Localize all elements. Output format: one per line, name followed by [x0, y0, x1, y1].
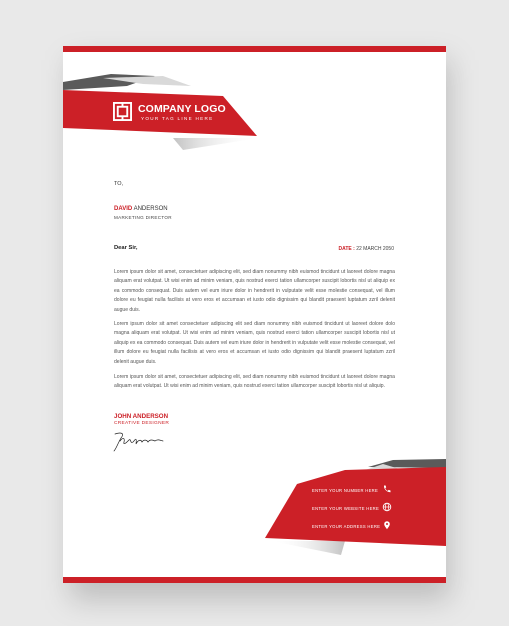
to-label: TO,	[114, 181, 124, 187]
signer-title: CREATIVE DESIGNER	[114, 421, 170, 426]
recipient-name	[114, 206, 168, 212]
salutation: Dear Sir,	[114, 245, 138, 251]
recipient-last-name: ANDERSON	[133, 206, 168, 212]
company-logo-title: COMPANY LOGO	[138, 103, 226, 115]
recipient-title: MARKETING DIRECTOR	[114, 215, 172, 220]
handwritten-signature	[111, 430, 167, 454]
recipient-first-name: DAVID	[114, 206, 133, 212]
company-logo-icon	[113, 102, 132, 121]
letterhead-page	[63, 46, 446, 583]
body-paragraph-2: Lorem ipsum dolor sit amet consectetuer adipiscing elit sed diam nonummy nibh euismod tincidunt ut laoreet dolore dolo magna aliquam erat volutpat. Ut wisi enim ad minim veniam, quis nostrud exerci tation ullamcorper suscipit lobortis nisl ut aliquip ex ea commodo consequat. Duis autem vel eum iriure dolor in hendrerit in vulputate velit esse molestie consequat, vel illum dolore eu feugiat nulla facilisis at vero eros et accumsan et iusto odio dignissim qui blandit praesent luptatum zzril delenit augue duis.	[114, 321, 395, 365]
location-pin-icon	[382, 520, 392, 530]
bottom-red-bar	[63, 577, 446, 583]
date-value: 22 MARCH 2050	[356, 246, 394, 252]
date-label: DATE :	[338, 246, 355, 252]
globe-icon	[382, 502, 392, 512]
letter-date	[339, 246, 394, 252]
company-tagline: YOUR TAG LINE HERE	[141, 116, 214, 121]
body-paragraph-1: Lorem ipsum dolor sit amet, consectetuer adipiscing elit, sed diam nonummy nibh euismod tincidunt ut laoreet dolore magna aliquam erat volutpat. Ut wisi enim ad minim veniam, quis nostrud exerci tation ullamcorper suscipit lobortis nisl ut aliquip ex ea commodo consequat. Duis autem vel eum iriure dolor in hendrerit in vulputate velit esse molestie consequat, vel illum dolore eu feugiat nulla facilisis at vero eros et accumsan et iusto odio dignissim qui blandit praesent luptatum zzril delenit augue duis.	[114, 269, 395, 313]
contact-website-text: ENTER YOUR WEBSITE HERE	[312, 506, 380, 511]
contact-phone-text: ENTER YOUR NUMBER HERE	[312, 488, 379, 493]
contact-address-text: ENTER YOUR ADDRESS HERE	[312, 524, 381, 529]
signer-name: JOHN ANDERSON	[114, 413, 169, 420]
header-shadow	[173, 138, 259, 150]
phone-icon	[382, 484, 392, 494]
footer-shadow	[271, 541, 345, 555]
body-paragraph-3: Lorem ipsum dolor sit amet, consectetuer adipiscing elit, sed diam nonummy nibh euismod tincidunt ut laoreet dolore magna aliquam erat volutpat. Ut wisi enim ad minim veniam, quis nostrud exerci tation ullamcorper suscipit lobortis nisl ut aliquip.	[114, 374, 395, 390]
